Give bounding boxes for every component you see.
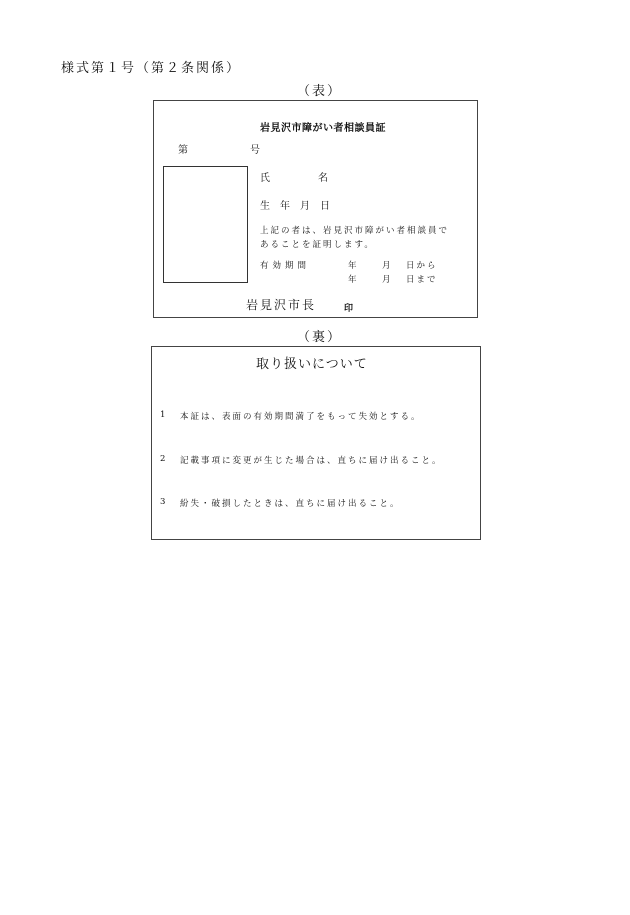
validity-label: 有効期間: [260, 261, 311, 271]
item-text: 紛失・破損したときは、直ちに届け出ること。: [180, 499, 401, 509]
item-text: 本証は、表面の有効期間満了をもって失効とする。: [180, 412, 422, 422]
front-side-label: （表）: [297, 84, 343, 99]
name-label-2: 名: [318, 173, 328, 184]
seal-mark: 印: [344, 304, 354, 314]
birth-label-1: 生: [260, 201, 270, 212]
id-card-back: [151, 346, 481, 540]
certify-line-2: あることを証明します。: [260, 240, 375, 250]
item-text: 記載事項に変更が生じた場合は、直ちに届け出ること。: [180, 456, 443, 466]
from-year: 年: [348, 261, 359, 271]
item-number: 1: [160, 410, 168, 420]
back-title: 取り扱いについて: [256, 357, 368, 372]
birth-label-2: 年: [280, 201, 290, 212]
from-month: 月: [382, 261, 393, 271]
issuer-name: 岩見沢市長: [246, 298, 317, 312]
photo-box: [163, 166, 248, 283]
number-suffix: 号: [250, 145, 260, 156]
from-day: 日から: [406, 261, 438, 271]
to-month: 月: [382, 275, 393, 285]
to-year: 年: [348, 275, 359, 285]
to-day: 日まで: [406, 275, 438, 285]
number-prefix: 第: [178, 145, 188, 156]
certify-line-1: 上記の者は、岩見沢市障がい者相談員で: [260, 226, 450, 236]
item-number: 2: [160, 454, 168, 464]
item-number: 3: [160, 497, 168, 507]
form-title: 様式第１号（第２条関係）: [61, 61, 242, 76]
back-side-label: （裏）: [297, 330, 343, 345]
birth-label-3: 月: [300, 201, 310, 212]
name-label-1: 氏: [260, 173, 270, 184]
birth-label-4: 日: [320, 201, 330, 212]
card-title: 岩見沢市障がい者相談員証: [260, 123, 386, 134]
id-card-front: [153, 100, 478, 318]
